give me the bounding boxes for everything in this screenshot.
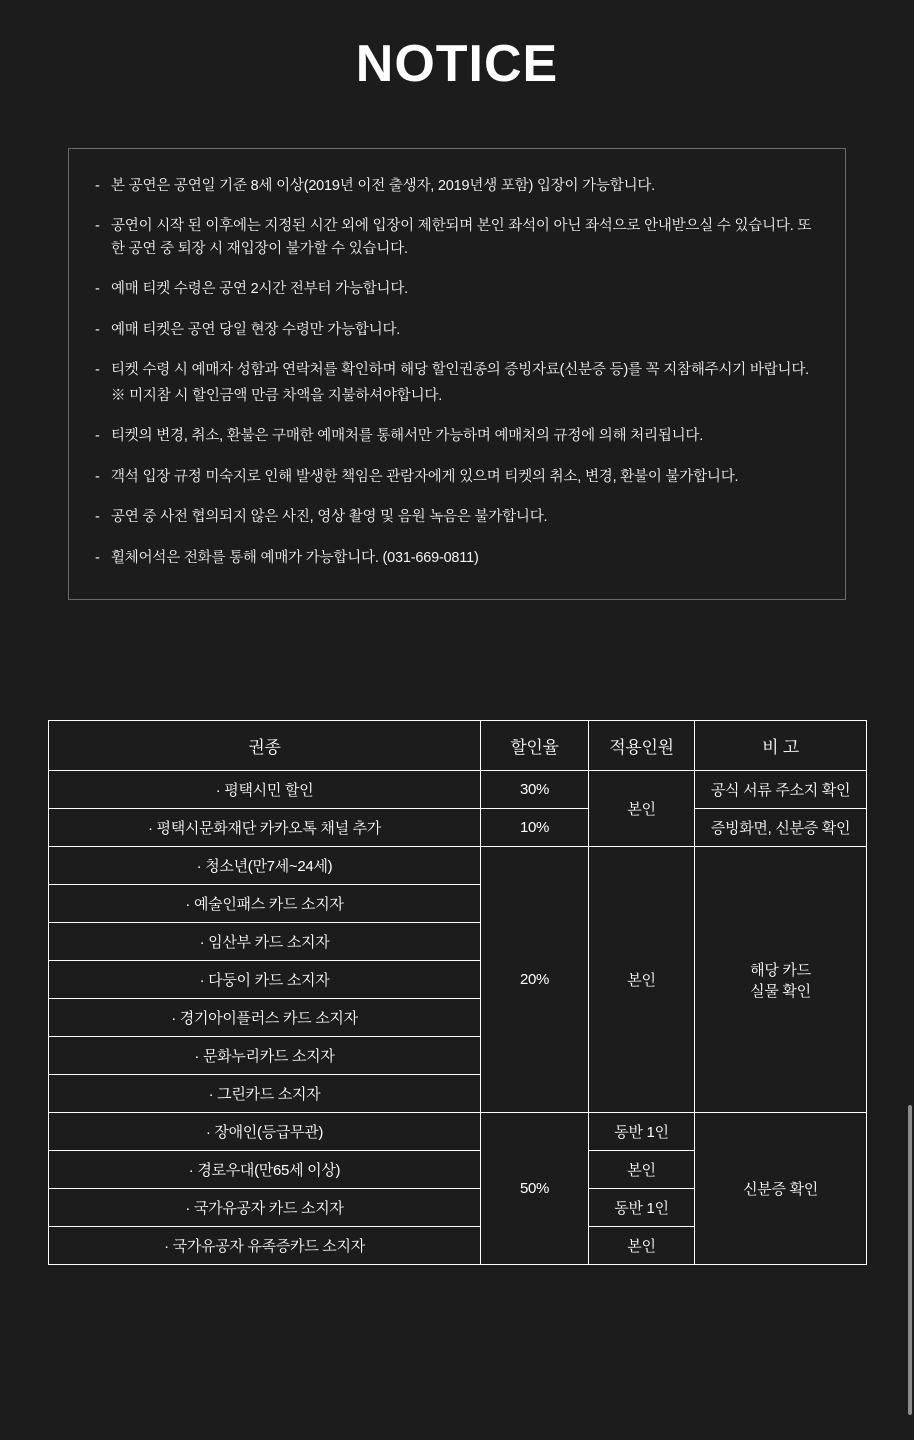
cell-note-line1: 해당 카드 [750,961,811,979]
notice-text: 휠체어석은 전화를 통해 예매가 가능합니다. (031-669-0811) [111,549,479,566]
discount-table-wrap [48,720,866,1265]
table-row [49,1113,867,1151]
notice-subtext: ※ 미지참 시 할인금액 만큼 차액을 지불하셔야합니다. [111,387,443,404]
notice-item [95,215,815,260]
notice-text: 티켓 수령 시 예매자 성함과 연락처를 확인하며 해당 할인권종의 증빙자료(신분증 등)를 꼭 지참해주시기 바랍니다. [111,362,809,379]
notice-dash: - [95,428,100,445]
cell-type: · 평택시민 할인 [49,771,481,809]
notice-item [95,175,815,197]
cell-rate: 20% [481,847,589,1113]
notice-dash: - [95,362,100,379]
notice-item [95,425,815,447]
cell-type: · 다둥이 카드 소지자 [49,961,481,999]
cell-type: · 그린카드 소지자 [49,1075,481,1113]
notice-item [95,466,815,488]
cell-note: 신분증 확인 [695,1113,867,1265]
cell-note: 증빙화면, 신분증 확인 [695,809,867,847]
cell-type: · 예술인패스 카드 소지자 [49,885,481,923]
cell-rate: 10% [481,809,589,847]
notice-text-group [111,359,815,407]
notice-item [95,359,815,407]
discount-table [48,720,867,1265]
scrollbar[interactable] [908,1105,912,1415]
notice-dash: - [95,281,100,298]
cell-person: 본인 [589,771,695,847]
table-row [49,771,867,809]
notice-dash: - [95,321,100,338]
cell-note: 공식 서류 주소지 확인 [695,771,867,809]
notice-text: 공연 중 사전 협의되지 않은 사진, 영상 촬영 및 음원 녹음은 불가합니다. [111,509,548,526]
cell-note-line2: 실물 확인 [750,982,811,1000]
notice-item [95,547,815,569]
notice-item [95,278,815,300]
column-header-rate: 할인율 [481,721,589,771]
notice-item [95,319,815,341]
notice-item [95,506,815,528]
notice-text: 객석 입장 규정 미숙지로 인해 발생한 책임은 관람자에게 있으며 티켓의 취소, 변경, 환불이 불가합니다. [111,468,739,485]
notice-dash: - [95,218,100,235]
cell-type: · 경기아이플러스 카드 소지자 [49,999,481,1037]
table-row [49,809,867,847]
cell-type: · 경로우대(만65세 이상) [49,1151,481,1189]
cell-rate: 50% [481,1113,589,1265]
notice-text: 본 공연은 공연일 기준 8세 이상(2019년 이전 출생자, 2019년생 포함) 입장이 가능합니다. [111,178,656,194]
cell-type: · 청소년(만7세~24세) [49,847,481,885]
cell-rate: 30% [481,771,589,809]
notice-text: 예매 티켓 수령은 공연 2시간 전부터 가능합니다. [111,281,408,298]
cell-type: · 장애인(등급무관) [49,1113,481,1151]
notice-dash: - [95,178,100,194]
cell-person: 본인 [589,1227,695,1265]
column-header-person: 적용인원 [589,721,695,771]
cell-person: 동반 1인 [589,1113,695,1151]
notice-text: 티켓의 변경, 취소, 환불은 구매한 예매처를 통해서만 가능하며 예매처의 규정에 의해 처리됩니다. [111,428,704,445]
cell-person: 동반 1인 [589,1189,695,1227]
cell-type: · 평택시문화재단 카카오톡 채널 추가 [49,809,481,847]
notice-text: 예매 티켓은 공연 당일 현장 수령만 가능합니다. [111,321,401,338]
cell-note [695,847,867,1113]
column-header-type: 권종 [49,721,481,771]
cell-type: · 국가유공자 카드 소지자 [49,1189,481,1227]
cell-type: · 문화누리카드 소지자 [49,1037,481,1075]
cell-person: 본인 [589,847,695,1113]
column-header-note: 비 고 [695,721,867,771]
cell-person: 본인 [589,1151,695,1189]
notice-text: 공연이 시작 된 이후에는 지정된 시간 외에 입장이 제한되며 본인 좌석이 아닌 좌석으로 안내받으실 수 있습니다. 또한 공연 중 퇴장 시 재입장이 불가할 수 있습니다. [111,218,812,257]
page-title: NOTICE [355,35,559,93]
table-header-row [49,721,867,771]
notice-box [68,148,846,600]
cell-type: · 임산부 카드 소지자 [49,923,481,961]
notice-dash: - [95,549,100,566]
table-row [49,847,867,885]
cell-type: · 국가유공자 유족증카드 소지자 [49,1227,481,1265]
notice-dash: - [95,509,100,526]
notice-dash: - [95,468,100,485]
